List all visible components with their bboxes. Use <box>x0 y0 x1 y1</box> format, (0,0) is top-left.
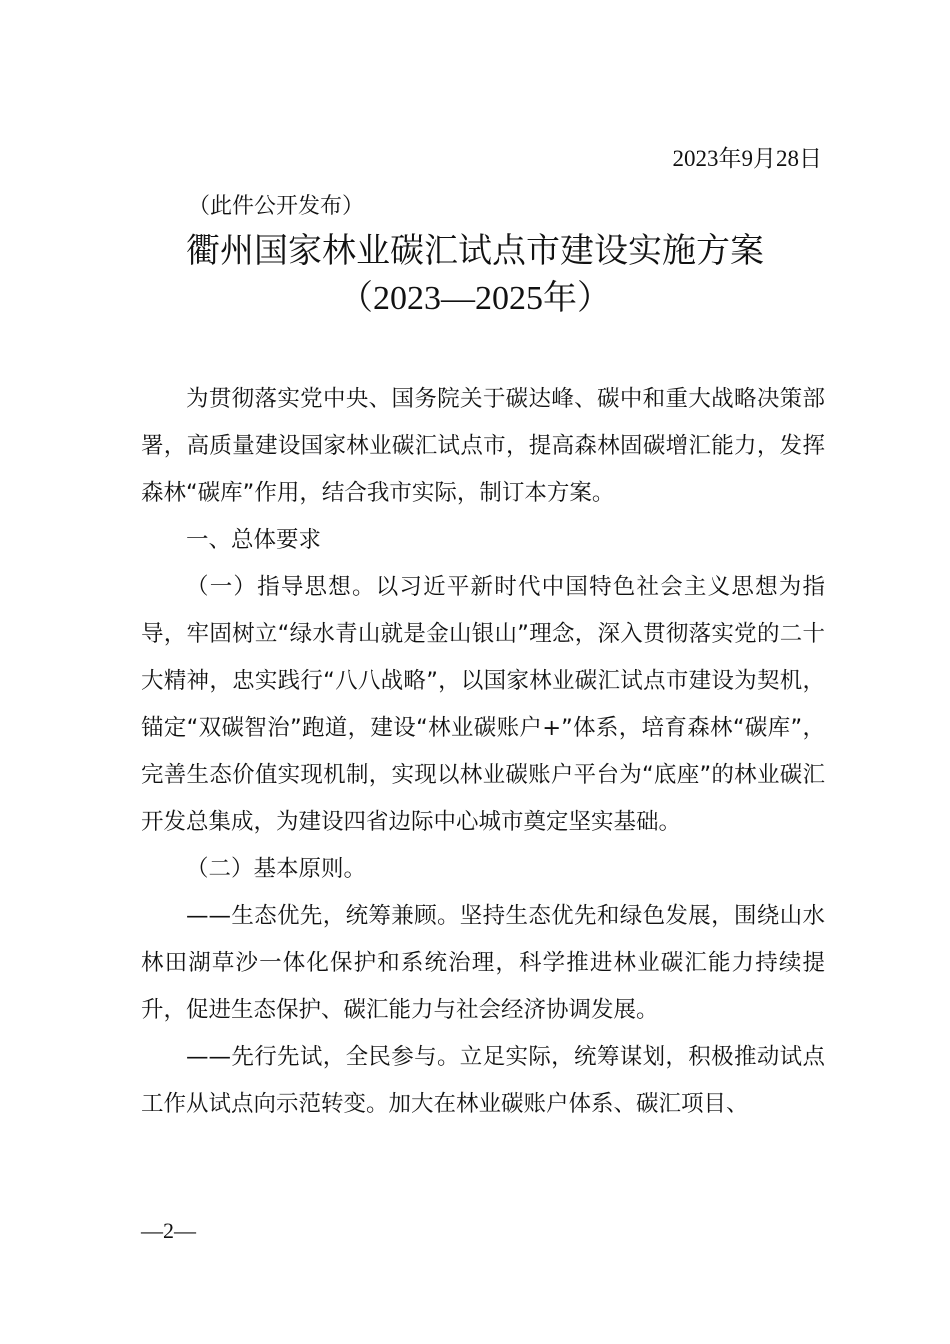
document-date: 2023年9月28日 <box>672 146 822 171</box>
principle-ecology-first-paragraph: ——生态优先，统筹兼顾。坚持生态优先和绿色发展，围绕山水林田湖草沙一体化保护和系统治理，科学推进林业碳汇能力持续提升，促进生态保护、碳汇能力与社会经济协调发展。 <box>141 903 825 1023</box>
intro-paragraph: 为贯彻落实党中央、国务院关于碳达峰、碳中和重大战略决策部署，高质量建设国家林业碳汇试点市，提高森林固碳增汇能力，发挥森林“碳库”作用，结合我市实际，制订本方案。 <box>141 386 825 506</box>
section-heading-general-requirements: 一、总体要求 <box>186 527 322 553</box>
guiding-ideology-paragraph: （一）指导思想。以习近平新时代中国特色社会主义思想为指导，牢固树立“绿水青山就是金山银山”理念，深入贯彻落实党的二十大精神，忠实践行“八八战略”，以国家林业碳汇试点市建设为契机，锚定“双碳智治”跑道，建设“林业碳账户+”体系，培育森林“碳库”，完善生态价值实现机制，实现以林业碳账户平台为“底座”的林业碳汇开发总集成，为建设四省边际中心城市奠定坚实基础。 <box>141 574 825 835</box>
document-title: 衢州国家林业碳汇试点市建设实施方案 <box>186 231 764 271</box>
page-number: —2— <box>141 1218 196 1243</box>
document-body <box>141 376 825 1128</box>
principle-pilot-first-paragraph: ——先行先试，全民参与。立足实际，统筹谋划，积极推动试点工作从试点向示范转变。加大在林业碳账户体系、碳汇项目、 <box>141 1044 825 1117</box>
basic-principles-heading: （二）基本原则。 <box>186 856 367 882</box>
document-title-period: （2023—2025年） <box>339 280 611 317</box>
public-release-note: （此件公开发布） <box>188 194 365 219</box>
